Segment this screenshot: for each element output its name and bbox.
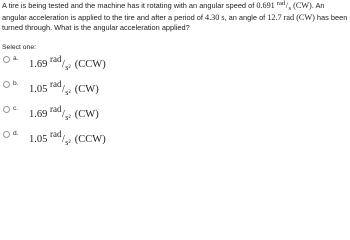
question-text-part: An angular acceleration is applied to the tire and after a period of xyxy=(2,1,325,22)
angle-value: 12.7 rad xyxy=(267,12,295,22)
option-letter: c. xyxy=(13,105,19,112)
speed-unit: $^{rad}/_s$ xyxy=(276,0,292,12)
time-value: 4.30 s xyxy=(204,12,225,22)
option-c[interactable] xyxy=(3,105,203,125)
select-one-label: Select one: xyxy=(2,44,37,51)
radio-button[interactable] xyxy=(3,56,10,63)
radio-button[interactable] xyxy=(3,106,10,113)
radio-button[interactable] xyxy=(3,131,10,138)
option-answer: 1.69 rad/$_{s^2}$ (CCW) xyxy=(29,54,106,72)
speed-direction: (CW) xyxy=(293,1,312,10)
radio-button[interactable] xyxy=(3,81,10,88)
question-text-part: A tire is being tested and the machine has it rotating with an angular speed of xyxy=(2,1,255,10)
option-a[interactable] xyxy=(3,55,203,75)
question-text: A tire is being tested and the machine has it rotating with an angular speed of 0.691 $^{rad}/_s$ (CW). An angular acceleration is applied to the tire and after a period of 4.30 s, an angle of 12.7 rad (CW) has been turned through. What is the angular acceleration applied? xyxy=(2,0,348,33)
angle-direction: (CW) xyxy=(296,12,315,22)
option-letter: b. xyxy=(13,80,19,87)
option-letter: d. xyxy=(13,130,19,137)
option-d[interactable] xyxy=(3,130,203,150)
option-answer: 1.69 rad/$_{s^2}$ (CW) xyxy=(29,104,99,122)
option-answer: 1.05 rad/$_{s^2}$ (CCW) xyxy=(29,129,106,147)
speed-value: 0.691 xyxy=(256,1,275,10)
option-answer: 1.05 rad/$_{s^2}$ (CW) xyxy=(29,79,99,97)
option-letter: a. xyxy=(13,55,19,62)
option-b[interactable] xyxy=(3,80,203,100)
question-text-part: has been turned through. What is the angular acceleration applied? xyxy=(2,12,348,33)
